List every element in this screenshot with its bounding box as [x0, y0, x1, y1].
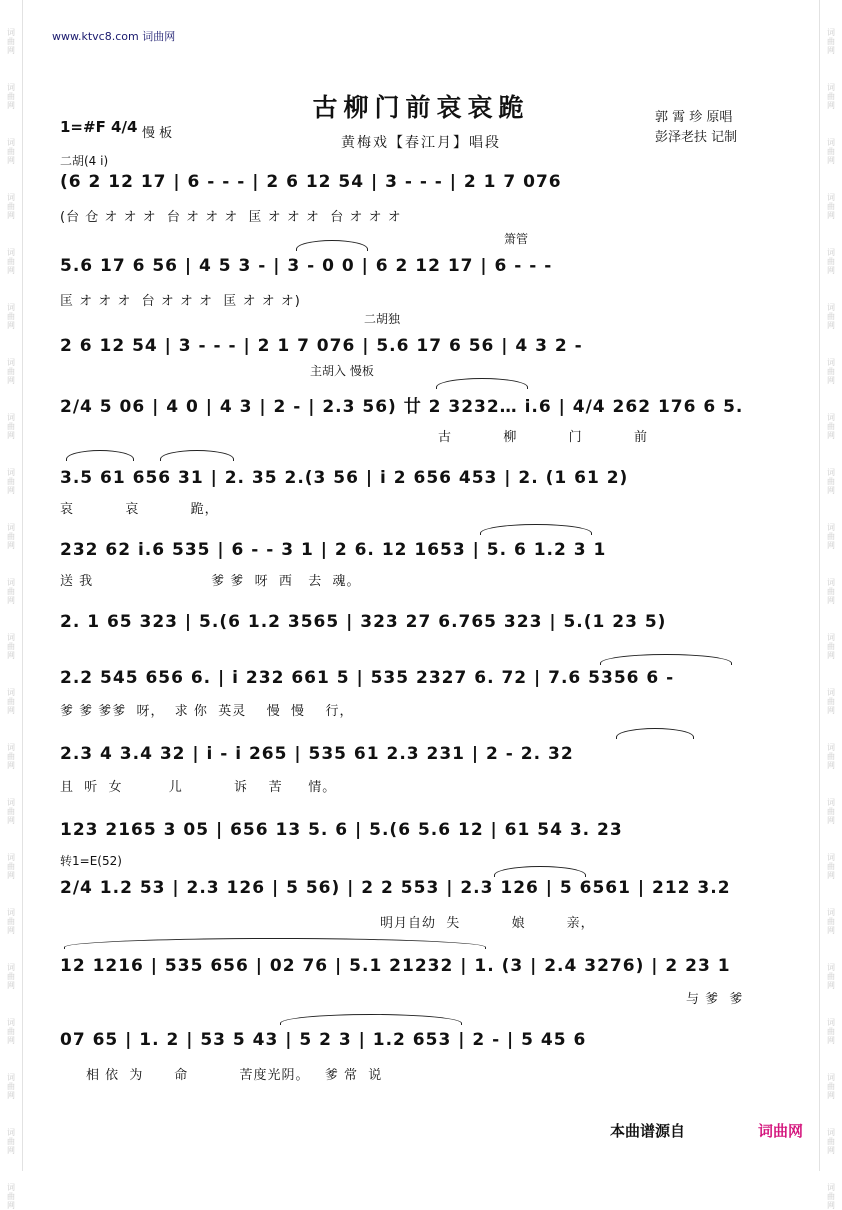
watermark-text: 词曲网	[7, 1073, 15, 1100]
watermark-text: 词曲网	[827, 28, 835, 55]
score-system	[60, 230, 782, 310]
score-system	[60, 1010, 782, 1090]
watermark-text: 词曲网	[827, 578, 835, 605]
system-annotation: 二胡(4 i)	[60, 154, 109, 168]
system-annotation: 箫管	[504, 232, 529, 246]
watermark-text: 词曲网	[7, 358, 15, 385]
system-annotation: 主胡入 慢板	[310, 364, 374, 378]
notation-line: 12 1216 | 535 656 | 02 76 | 5.1 21232 | 1. (3 | 2.4 3276) | 2 23 1	[60, 956, 731, 976]
score-system	[60, 362, 782, 448]
watermark-text: 词曲网	[7, 523, 15, 550]
lyrics-line: 哀 哀 跪，	[60, 502, 219, 517]
notation-line: 5.6 17 6 56 | 4 5 3 - | 3 - 0 0 | 6 2 12 17 | 6 - - -	[60, 256, 553, 276]
score-system	[60, 724, 782, 800]
watermark-text: 词曲网	[827, 358, 835, 385]
lyrics-line: 明月自幼 失 娘 亲，	[380, 916, 595, 931]
slur	[616, 728, 694, 739]
watermark-text: 词曲网	[827, 853, 835, 880]
notation-line: 123 2165 3 05 | 656 13 5. 6 | 5.(6 5.6 12 | 61 54 3. 23	[60, 820, 623, 840]
slur	[66, 450, 134, 461]
watermark-text: 词曲网	[7, 28, 15, 55]
watermark-text: 词曲网	[7, 633, 15, 660]
notation-line: 2. 1 65 323 | 5.(6 1.2 3565 | 323 27 6.765 323 | 5.(1 23 5)	[60, 612, 667, 632]
watermark-text: 词曲网	[827, 633, 835, 660]
lyrics-line: 相 依 为 命 苦度光阴。 爹 常 说	[86, 1068, 383, 1083]
score-system	[60, 592, 782, 648]
credit-transcriber: 彭泽老扶 记制	[655, 130, 738, 145]
page-title: 古柳门前哀哀跪	[312, 93, 530, 122]
watermark-text: 词曲网	[827, 1128, 835, 1155]
page-subtitle: 黄梅戏【春江月】唱段	[341, 135, 501, 151]
watermark-text: 词曲网	[7, 853, 15, 880]
system-annotation: 二胡独	[364, 312, 401, 326]
score-system	[60, 520, 782, 594]
score-system	[60, 310, 782, 370]
watermark-text: 词曲网	[7, 303, 15, 330]
slur	[600, 654, 732, 665]
watermark-text: 词曲网	[7, 743, 15, 770]
watermark-text: 词曲网	[827, 468, 835, 495]
watermark-text: 词曲网	[7, 413, 15, 440]
watermark-text: 词曲网	[827, 1183, 835, 1210]
notation-line: 2.2 545 656 6. | i 232 661 5 | 535 2327 6. 72 | 7.6 5356 6 -	[60, 668, 675, 688]
notation-line: 232 62 i.6 535 | 6 - - 3 1 | 2 6. 12 1653 | 5. 6 1.2 3 1	[60, 540, 607, 560]
system-annotation: 转1=E(52)	[60, 854, 122, 868]
credit-singer: 郭 霄 珍 原唱	[655, 110, 733, 125]
watermark-text: 词曲网	[827, 908, 835, 935]
watermark-text: 词曲网	[827, 138, 835, 165]
score-system	[60, 150, 782, 230]
score-system	[60, 450, 782, 524]
notation-line: 2.3 4 3.4 32 | i - i 265 | 535 61 2.3 231 | 2 - 2. 32	[60, 744, 574, 764]
watermark-text: 词曲网	[827, 413, 835, 440]
watermark-text: 词曲网	[7, 688, 15, 715]
lyrics-line: 与 爹 爹	[686, 992, 744, 1007]
slur	[64, 938, 486, 949]
watermark-text: 词曲网	[7, 578, 15, 605]
site-url-link[interactable]: www.ktvc8.com 词曲网	[52, 30, 176, 43]
notation-line: (6 2 12 17 | 6 - - - | 2 6 12 54 | 3 - - - | 2 1 7 076	[60, 172, 562, 192]
watermark-text: 词曲网	[7, 138, 15, 165]
notation-line: 2/4 5 06 | 4 0 | 4 3 | 2 - | 2.3 56) 廿 2 3232… i.6 | 4/4 262 176 6 5.	[60, 397, 744, 417]
slur	[160, 450, 234, 461]
watermark-text: 词曲网	[7, 248, 15, 275]
watermark-text: 词曲网	[7, 1128, 15, 1155]
slur	[480, 524, 592, 535]
watermark-text: 词曲网	[827, 303, 835, 330]
slur	[296, 240, 368, 251]
score-system	[60, 648, 782, 724]
lyrics-line: 送 我 爹 爹 呀 西 去 魂。	[60, 574, 361, 589]
site-url[interactable]	[52, 28, 175, 44]
lyrics-line: (台 仓 オ オ オ 台 オ オ オ 匡 オ オ オ 台 オ オ オ	[60, 210, 402, 225]
watermark-text: 词曲网	[7, 1183, 15, 1210]
watermark-text: 词曲网	[827, 688, 835, 715]
watermark-text: 词曲网	[7, 798, 15, 825]
watermark-text: 词曲网	[827, 523, 835, 550]
score-system	[60, 936, 782, 1010]
lyrics-line: 古 柳 门 前	[438, 430, 648, 445]
key-signature: 1=#F 4/4	[60, 118, 138, 136]
slur	[280, 1014, 462, 1025]
watermark-text: 词曲网	[827, 83, 835, 110]
notation-line: 07 65 | 1. 2 | 53 5 43 | 5 2 3 | 1.2 653 | 2 - | 5 45 6	[60, 1030, 587, 1050]
right-watermark-strip	[819, 0, 842, 1210]
left-watermark-strip	[0, 0, 23, 1210]
notation-line: 3.5 61 656 31 | 2. 35 2.(3 56 | i 2 656 453 | 2. (1 61 2)	[60, 468, 629, 488]
credits	[655, 108, 737, 148]
watermark-text: 词曲网	[827, 1073, 835, 1100]
slur	[436, 378, 528, 389]
watermark-text: 词曲网	[827, 248, 835, 275]
notation-line: 2 6 12 54 | 3 - - - | 2 1 7 076 | 5.6 17 6 56 | 4 3 2 -	[60, 336, 583, 356]
lyrics-line: 匡 オ オ オ 台 オ オ オ 匡 オ オ オ)	[60, 294, 301, 309]
source-label: 本曲谱源自	[610, 1122, 686, 1140]
watermark-text: 词曲网	[827, 963, 835, 990]
watermark-text: 词曲网	[7, 963, 15, 990]
slur	[494, 866, 586, 877]
site-name[interactable]: 词曲网	[142, 30, 176, 43]
watermark-text: 词曲网	[7, 908, 15, 935]
lyrics-line: 且 听 女 儿 诉 苦 情。	[60, 780, 337, 795]
notation-line: 2/4 1.2 53 | 2.3 126 | 5 56) | 2 2 553 | 2.3 126 | 5 6561 | 212 3.2	[60, 878, 731, 898]
score-system	[60, 800, 782, 852]
watermark-text: 词曲网	[7, 468, 15, 495]
watermark-text: 词曲网	[7, 83, 15, 110]
watermark-text: 词曲网	[827, 193, 835, 220]
tempo-marking: 慢 板	[142, 126, 173, 141]
lyrics-line: 爹 爹 爹爹 呀， 求 你 英灵 慢 慢 行，	[60, 704, 354, 719]
watermark-text: 词曲网	[827, 798, 835, 825]
site-logo[interactable]: 词曲网	[758, 1122, 804, 1140]
watermark-text: 词曲网	[827, 743, 835, 770]
watermark-text: 词曲网	[7, 1018, 15, 1045]
watermark-text: 词曲网	[827, 1018, 835, 1045]
score-system	[60, 852, 782, 938]
watermark-text: 词曲网	[7, 193, 15, 220]
